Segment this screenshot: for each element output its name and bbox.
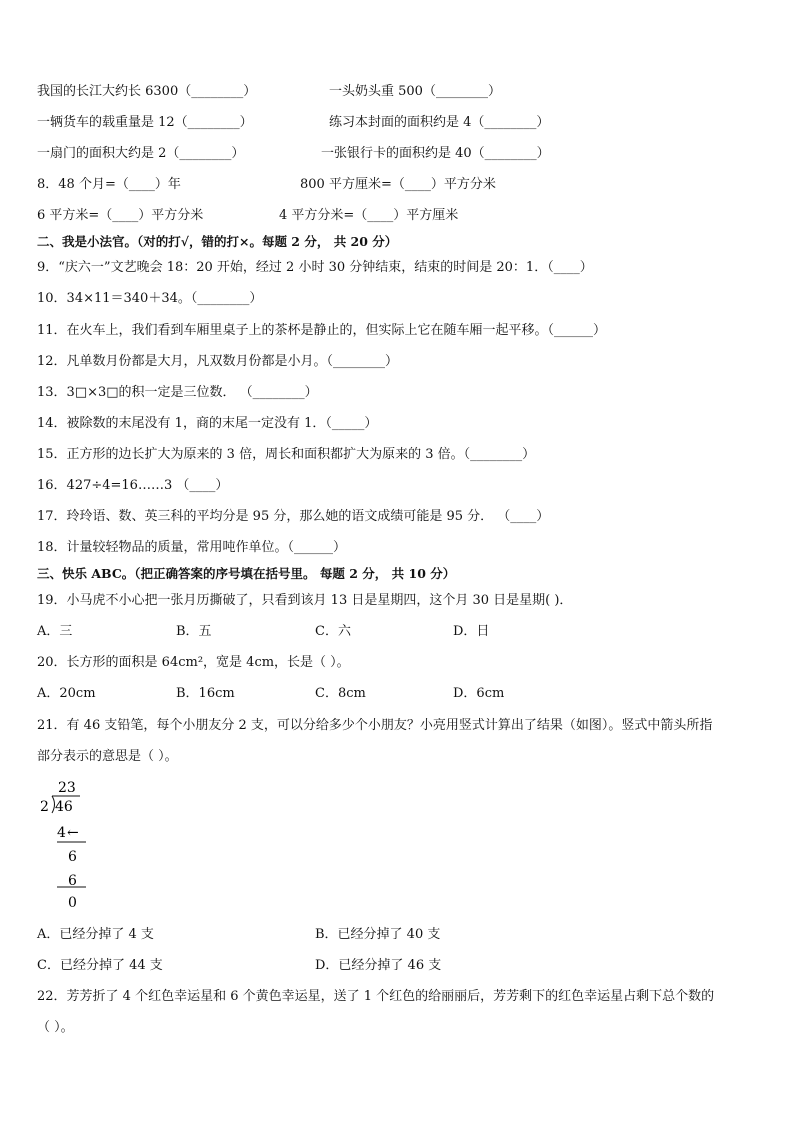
question-line: 一张银行卡的面积约是 40（________） (321, 146, 550, 161)
option-b: B．五 (176, 624, 212, 639)
option-c: C．已经分掉了 44 支 (37, 958, 163, 973)
question-line: 8．48 个月=（____）年 (37, 177, 181, 192)
question-line: 一头奶头重 500（________） (329, 84, 501, 99)
question-stem: 21．有 46 支铅笔，每个小朋友分 2 支，可以分给多少个小朋友？小亮用竖式计算出了结果（如图）。竖式中箭头所指 (37, 718, 713, 733)
long-division-figure-bottom (30, 885, 110, 915)
question-line: 4 平方分米=（____）平方厘米 (279, 208, 459, 223)
question-line: 800 平方厘米=（____）平方分米 (300, 177, 496, 192)
question-stem: 22．芳芳折了 4 个红色幸运星和 6 个黄色幸运星，送了 1 个红色的给丽丽后，芳芳剩下的红色幸运星占剩下总个数的 (37, 989, 715, 1004)
question-stem: 20．长方形的面积是 64cm²，宽是 4cm，长是（ ）。 (37, 655, 350, 670)
option-a: A．已经分掉了 4 支 (37, 927, 154, 942)
question-line: 一扇门的面积大约是 2（________） (37, 146, 245, 161)
division-dividend: 46 (55, 799, 73, 815)
division-arrow: ← (67, 825, 79, 841)
question-line: 6 平方米=（____）平方分米 (37, 208, 204, 223)
division-step2: 6 (68, 873, 77, 889)
option-d: D．已经分掉了 46 支 (315, 958, 442, 973)
section-heading: 三、快乐 ABC。（把正确答案的序号填在括号里。 每题 2 分， 共 10 分） (37, 566, 456, 581)
question-line: 一辆货车的载重量是 12（________） (37, 115, 253, 130)
option-a: A．三 (37, 624, 73, 639)
option-d: D．日 (453, 624, 490, 639)
division-remainder1: 6 (68, 849, 77, 865)
judge-question: 15．正方形的边长扩大为原来的 3 倍，周长和面积都扩大为原来的 3 倍。（________） (37, 447, 536, 462)
division-step1: 4 (57, 825, 66, 841)
division-divisor: 2 (40, 799, 49, 815)
judge-question: 14．被除数的末尾没有 1，商的末尾一定没有 1．（_____） (37, 416, 378, 431)
question-stem-continued: 部分表示的意思是（ ）。 (37, 749, 178, 764)
question-line: 我国的长江大约长 6300（________） (37, 84, 257, 99)
judge-question: 12．凡单数月份都是大月，凡双数月份都是小月。（________） (37, 354, 399, 369)
question-stem: 19．小马虎不小心把一张月历撕破了，只看到该月 13 日是星期四，这个月 30 日是星期( )． (37, 593, 573, 608)
option-b: B．已经分掉了 40 支 (315, 927, 441, 942)
judge-question: 10．34×11＝340＋34。（________） (37, 291, 263, 306)
judge-question: 18．计量较轻物品的质量，常用吨作单位。（______） (37, 540, 347, 555)
section-heading: 二、我是小法官。（对的打√，错的打×。每题 2 分， 共 20 分） (37, 234, 398, 249)
division-remainder2: 0 (68, 895, 77, 911)
judge-question: 9．“庆六一”文艺晚会 18：20 开始，经过 2 小时 30 分钟结束，结束的时间是 20：1．（____） (37, 260, 593, 275)
long-division-figure (30, 775, 110, 890)
option-b: B．16cm (176, 686, 235, 701)
option-c: C．六 (315, 624, 351, 639)
judge-question: 17．玲玲语、数、英三科的平均分是 95 分，那么她的语文成绩可能是 95 分． （____） (37, 509, 550, 524)
option-a: A．20cm (37, 686, 96, 701)
option-d: D．6cm (453, 686, 505, 701)
option-c: C．8cm (315, 686, 366, 701)
judge-question: 16．427÷4=16……3 （____） (37, 478, 229, 493)
question-stem-continued: （ ）。 (37, 1020, 74, 1035)
judge-question: 13．3□×3□的积一定是三位数． （________） (37, 385, 318, 400)
judge-question: 11．在火车上，我们看到车厢里桌子上的茶杯是静止的，但实际上它在随车厢一起平移。（______） (37, 323, 607, 338)
division-quotient: 23 (58, 780, 76, 796)
question-line: 练习本封面的面积约是 4（________） (329, 115, 550, 130)
